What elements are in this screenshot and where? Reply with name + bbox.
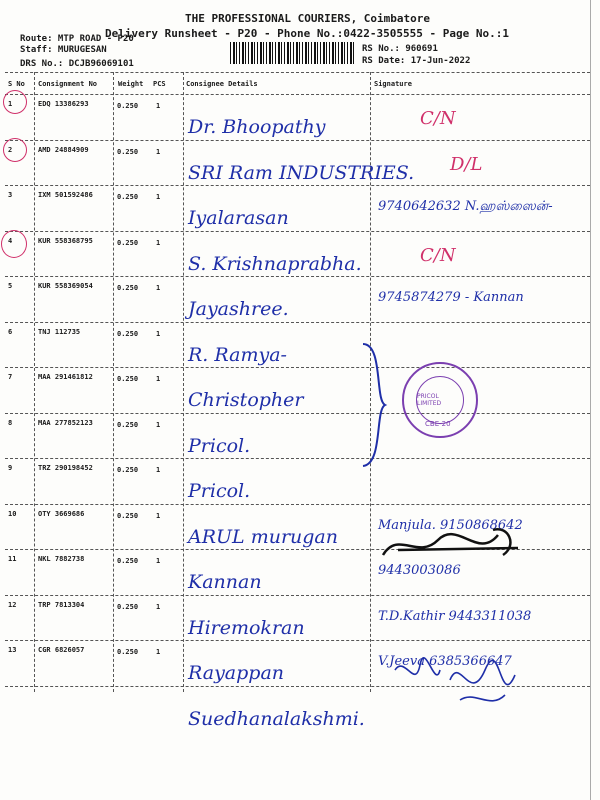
circle-mark-row-2 (3, 138, 27, 162)
row-weight: 0.250 (117, 648, 139, 656)
row-consignee-handwriting: R. Ramya- (188, 343, 287, 366)
row-divider (5, 185, 590, 186)
column-header-consignment: Consignment No (38, 80, 98, 88)
row-signature-handwriting: C/N (420, 244, 456, 266)
row-divider (5, 276, 590, 277)
row-consignee-handwriting: Kannan (188, 571, 262, 593)
row-consignee-handwriting: Christopher (188, 389, 304, 411)
row-sno: 1 (8, 100, 13, 108)
row-consignee-handwriting: ARUL murugan (188, 525, 338, 548)
row-consignment: AMD 24884909 (38, 145, 89, 154)
row-pcs: 1 (156, 420, 161, 429)
signature-scribble-last (390, 650, 530, 720)
row-pcs: 1 (156, 329, 161, 338)
row-consignee-handwriting: Hiremokran (188, 616, 305, 639)
row-divider (5, 231, 590, 232)
stamp-city: CBE-20 (425, 420, 451, 428)
row-signature-handwriting: 9740642632 N.ஹஸ்ஸைன்- (378, 199, 553, 214)
row-sno: 13 (8, 646, 17, 654)
row-consignment: CGR 6826057 (38, 646, 85, 654)
row-consignee-handwriting: Suedhanalakshmi. (188, 707, 365, 730)
row-consignment: IXM 501592486 (38, 191, 93, 199)
stamp-text: PRICOL LIMITED (417, 393, 442, 407)
row-sno: 7 (8, 373, 13, 381)
row-consignment: EDQ 13386293 (38, 100, 89, 108)
route-label: Route: MTP ROAD - P20 (20, 34, 134, 44)
row-consignment: KUR 558368795 (38, 236, 93, 245)
runsheet-title: Delivery Runsheet - P20 - Phone No.:0422-3505555 - Page No.:1 (105, 27, 509, 40)
row-signature-handwriting: 9443003086 (378, 563, 461, 578)
row-sno: 12 (8, 600, 17, 609)
row-sno: 8 (8, 418, 13, 427)
row-consignment: MAA 291461812 (38, 373, 93, 381)
column-header-signature: Signature (374, 80, 412, 88)
column-header-consignee: Consignee Details (186, 80, 258, 88)
row-pcs: 1 (156, 648, 161, 656)
row-weight: 0.250 (117, 193, 139, 201)
circle-mark-row-4 (1, 230, 27, 258)
row-weight: 0.250 (117, 102, 139, 110)
row-pcs: 1 (156, 375, 161, 383)
row-consignment: NKL 7882738 (38, 555, 85, 563)
row-weight: 0.250 (117, 420, 139, 429)
row-sno: 10 (8, 509, 17, 518)
staff-label: Staff: MURUGESAN (20, 45, 107, 55)
row-sno: 5 (8, 282, 13, 290)
row-signature-handwriting: T.D.Kathir 9443311038 (378, 608, 532, 624)
row-divider (5, 640, 590, 641)
rs-date: RS Date: 17-Jun-2022 (362, 56, 471, 66)
row-consignee-handwriting: Pricol. (188, 480, 251, 502)
row-sno: 6 (8, 327, 13, 336)
row-consignment: TRZ 290198452 (38, 464, 93, 472)
row-pcs: 1 (156, 238, 161, 247)
row-consignee-handwriting: S. Krishnaprabha. (188, 252, 362, 275)
row-weight: 0.250 (117, 329, 139, 338)
rs-number: RS No.: 960691 (362, 44, 438, 54)
row-consignee-handwriting: Dr. Bhoopathy (188, 116, 326, 138)
row-consignee-handwriting: Jayashree. (188, 298, 289, 320)
row-sno: 11 (8, 555, 17, 563)
row-consignment: OTY 3669686 (38, 509, 85, 518)
row-pcs: 1 (156, 102, 161, 110)
row-weight: 0.250 (117, 602, 139, 611)
row-signature-handwriting: V.Jeeva 6385366647 (378, 654, 512, 669)
barcode-icon (230, 42, 355, 64)
row-signature-handwriting: D/L (450, 153, 483, 175)
page-edge (590, 0, 591, 800)
row-signature-handwriting: C/N (420, 108, 456, 129)
row-signature-handwriting: 9745874279 - Kannan (378, 290, 524, 305)
row-consignee-handwriting: Iyalarasan (188, 207, 289, 229)
row-consignment: MAA 277852123 (38, 418, 93, 427)
row-weight: 0.250 (117, 466, 139, 474)
company-title: THE PROFESSIONAL COURIERS, Coimbatore (185, 12, 431, 25)
row-weight: 0.250 (117, 284, 139, 292)
row-pcs: 1 (156, 193, 161, 201)
row-divider (5, 140, 590, 141)
row-sno: 3 (8, 191, 13, 199)
row-pcs: 1 (156, 284, 161, 292)
row-pcs: 1 (156, 511, 161, 520)
row-weight: 0.250 (117, 238, 139, 247)
row-divider (5, 504, 590, 505)
row-consignment: KUR 558369054 (38, 282, 93, 290)
row-signature-handwriting: Manjula. 9150868642 (378, 517, 523, 533)
row-divider (5, 458, 590, 459)
row-consignee-handwriting: SRI Ram INDUSTRIES. (188, 161, 415, 184)
row-pcs: 1 (156, 557, 161, 565)
row-sno: 4 (8, 236, 13, 245)
column-header-pcs: PCS (153, 80, 166, 88)
row-weight: 0.250 (117, 375, 139, 383)
row-consignment: TRP 7813304 (38, 600, 85, 609)
row-pcs: 1 (156, 466, 161, 474)
brace-mark (355, 340, 395, 470)
row-consignment: TNJ 112735 (38, 327, 81, 336)
row-pcs: 1 (156, 602, 161, 611)
row-pcs: 1 (156, 147, 161, 156)
row-weight: 0.250 (117, 511, 139, 520)
circle-mark-row-1 (3, 90, 27, 114)
drs-label: DRS No.: DCJB96069101 (20, 59, 134, 69)
row-sno: 2 (8, 145, 13, 154)
row-divider (5, 367, 590, 368)
row-sno: 9 (8, 464, 13, 472)
row-divider (5, 413, 590, 414)
signature-scribble-kannan (378, 517, 528, 570)
row-divider (5, 322, 590, 323)
row-divider (5, 595, 590, 596)
column-header-weight: Weight (118, 80, 144, 88)
column-header-sno: S No (8, 80, 25, 88)
row-consignee-handwriting: Rayappan (188, 662, 285, 684)
row-weight: 0.250 (117, 557, 139, 565)
row-weight: 0.250 (117, 147, 139, 156)
row-consignee-handwriting: Pricol. (188, 434, 251, 457)
